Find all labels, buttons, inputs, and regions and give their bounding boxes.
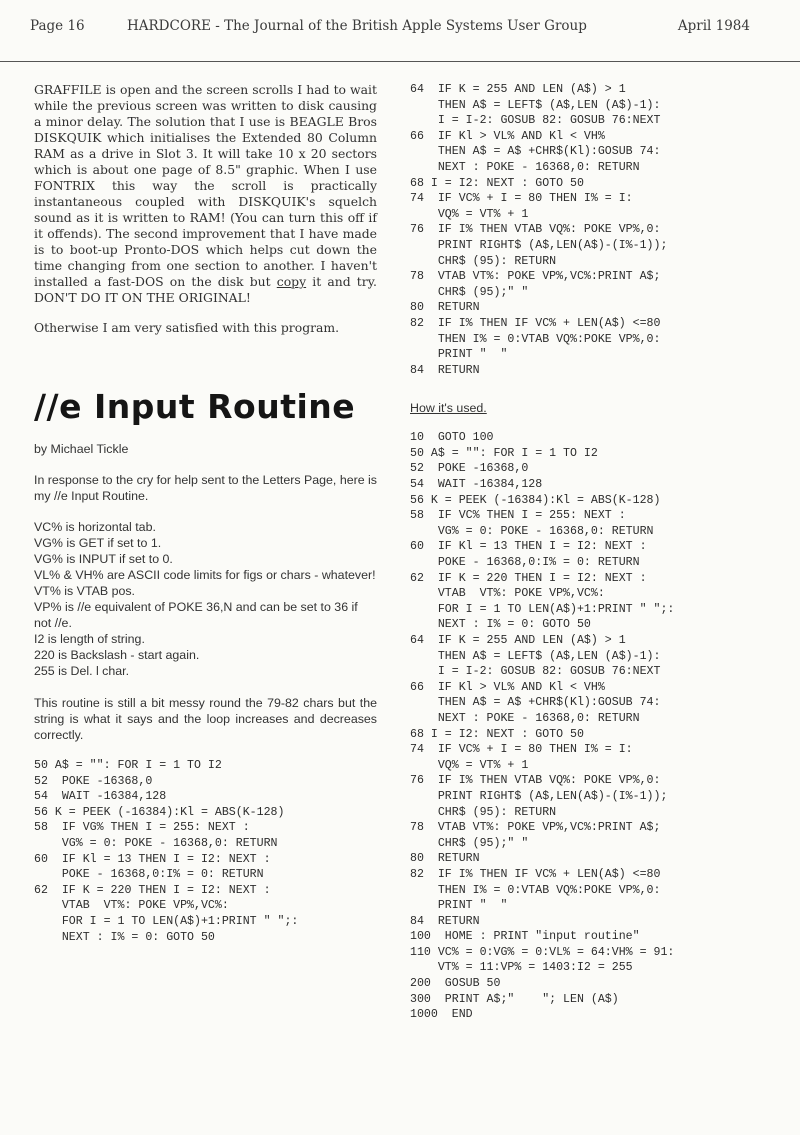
code-line: I = I-2: GOSUB 82: GOSUB 76:NEXT [410,665,661,679]
note-line: VG% is INPUT if set to 0. [34,552,173,566]
code-line: THEN A$ = A$ +CHR$(Kl):GOSUB 74: [410,145,661,159]
note-line: VL% & VH% are ASCII code limits for figs or chars - whatever! [34,568,376,582]
code-line: 52 POKE -16368,0 [410,462,529,476]
code-line: 84 RETURN [410,363,480,377]
code-line: PRINT " " [410,348,508,362]
code-line: 60 IF Kl = 13 THEN I = I2: NEXT : [410,540,647,554]
page-header [30,18,760,42]
code-line: CHR$ (95);" " [410,285,529,299]
code-line: 62 IF K = 220 THEN I = I2: NEXT : [34,883,271,897]
code-line: 300 PRINT A$;" "; LEN (A$) [410,992,619,1006]
code-line: 110 VC% = 0:VG% = 0:VL% = 64:VH% = 91: [410,945,675,959]
code-line: 76 IF I% THEN VTAB VQ%: POKE VP%,0: [410,774,661,788]
code-line: CHR$ (95): RETURN [410,254,557,268]
code-line: 74 IF VC% + I = 80 THEN I% = I: [410,192,633,206]
code-line: 82 IF I% THEN IF VC% + LEN(A$) <=80 [410,867,661,881]
code-line: 76 IF I% THEN VTAB VQ%: POKE VP%,0: [410,223,661,237]
intro-paragraph [34,472,377,504]
code-line: 54 WAIT -16384,128 [34,790,167,804]
note-line: 220 is Backslash - start again. [34,648,200,662]
code-listing [410,430,795,1023]
code-line: CHR$ (95): RETURN [410,805,557,819]
code-line: 82 IF I% THEN IF VC% + LEN(A$) <=80 [410,316,661,330]
code-line: 54 WAIT -16384,128 [410,478,543,492]
code-line: NEXT : POKE - 16368,0: RETURN [410,160,640,174]
page-number: Page 16 [30,18,85,34]
code-line: 10 GOTO 100 [410,431,494,445]
paragraph: This routine is still a bit messy round the 79-82 chars but the string is what it says and the loop increases and decreases correctly. [34,696,377,742]
note-line: VC% is horizontal tab. [34,520,156,534]
article-title: //e Input Routine [34,387,356,426]
code-line: 66 IF Kl > VL% AND Kl < VH% [410,129,605,143]
code-line: POKE - 16368,0:I% = 0: RETURN [34,868,264,882]
paragraph-text: it and try. DON'T DO IT ON THE ORIGINAL! [34,274,377,305]
code-line: NEXT : POKE - 16368,0: RETURN [410,711,640,725]
code-line: CHR$ (95);" " [410,836,529,850]
code-line: THEN A$ = A$ +CHR$(Kl):GOSUB 74: [410,696,661,710]
code-line: VTAB VT%: POKE VP%,VC%: [34,899,229,913]
byline: by Michael Tickle [34,442,129,456]
note-line: I2 is length of string. [34,632,145,646]
issue-date: April 1984 [677,18,750,34]
code-line: I = I-2: GOSUB 82: GOSUB 76:NEXT [410,114,661,128]
code-line: 78 VTAB VT%: POKE VP%,VC%:PRINT A$; [410,270,661,284]
code-line: 66 IF Kl > VL% AND Kl < VH% [410,680,605,694]
right-column [410,82,795,1023]
paragraph [34,82,377,306]
code-line: 52 POKE -16368,0 [34,774,153,788]
code-line: 68 I = I2: NEXT : GOTO 50 [410,727,584,741]
code-line: 50 A$ = "": FOR I = 1 TO I2 [34,759,222,772]
note-line: VG% is GET if set to 1. [34,536,162,550]
code-line: 78 VTAB VT%: POKE VP%,VC%:PRINT A$; [410,821,661,835]
code-line: 80 RETURN [410,301,480,315]
code-line: 58 IF VG% THEN I = 255: NEXT : [34,821,250,835]
note-line: VP% is //e equivalent of POKE 36,N and can be set to 36 if not //e. [34,600,358,630]
code-line: VG% = 0: POKE - 16368,0: RETURN [410,524,654,538]
variable-notes [34,519,377,679]
underlined-word: copy [276,274,307,289]
code-line: NEXT : I% = 0: GOTO 50 [34,930,215,944]
code-line: VQ% = VT% + 1 [410,207,529,221]
code-line: 100 HOME : PRINT "input routine" [410,930,640,944]
note-line: 255 is Del. l char. [34,664,130,678]
code-line: 200 GOSUB 50 [410,977,501,991]
code-line: 58 IF VC% THEN I = 255: NEXT : [410,509,626,523]
code-line: VTAB VT%: POKE VP%,VC%: [410,587,605,601]
code-line: 84 RETURN [410,914,480,928]
article-continuation [34,82,377,336]
paragraph: Otherwise I am very satisfied with this program. [34,320,340,335]
header-rule [0,61,800,62]
code-line: 74 IF VC% + I = 80 THEN I% = I: [410,743,633,757]
code-line: 68 I = I2: NEXT : GOTO 50 [410,176,584,190]
code-listing [410,82,795,378]
code-line: 62 IF K = 220 THEN I = I2: NEXT : [410,571,647,585]
code-line: THEN A$ = LEFT$ (A$,LEN (A$)-1): [410,98,661,112]
code-line: 60 IF Kl = 13 THEN I = I2: NEXT : [34,852,271,866]
code-line: 50 A$ = "": FOR I = 1 TO I2 [410,446,598,460]
code-line: 56 K = PEEK (-16384):Kl = ABS(K-128) [34,805,285,819]
code-line: POKE - 16368,0:I% = 0: RETURN [410,556,640,570]
code-line: THEN A$ = LEFT$ (A$,LEN (A$)-1): [410,649,661,663]
code-line: VT% = 11:VP% = 1403:I2 = 255 [410,961,633,975]
code-line: 64 IF K = 255 AND LEN (A$) > 1 [410,634,626,647]
journal-title: HARDCORE - The Journal of the British Apple Systems User Group [127,18,587,34]
code-listing [34,758,377,945]
code-line: VQ% = VT% + 1 [410,758,529,772]
code-line: PRINT RIGHT$ (A$,LEN(A$)-(I%-1)); [410,238,668,252]
code-line: PRINT RIGHT$ (A$,LEN(A$)-(I%-1)); [410,789,668,803]
code-line: VG% = 0: POKE - 16368,0: RETURN [34,836,278,850]
paragraph: In response to the cry for help sent to the Letters Page, here is my //e Input Routine. [34,473,378,503]
left-column [34,82,377,945]
code-line: NEXT : I% = 0: GOTO 50 [410,618,591,632]
code-line: 80 RETURN [410,852,480,866]
code-line: FOR I = 1 TO LEN(A$)+1:PRINT " ";: [34,914,299,928]
code-line: 64 IF K = 255 AND LEN (A$) > 1 [410,83,626,96]
closing-paragraph [34,695,377,743]
code-line: FOR I = 1 TO LEN(A$)+1:PRINT " ";: [410,602,675,616]
note-line: VT% is VTAB pos. [34,584,135,598]
code-line: 1000 END [410,1008,473,1022]
code-line: THEN I% = 0:VTAB VQ%:POKE VP%,0: [410,332,661,346]
code-line: PRINT " " [410,899,508,913]
code-line: THEN I% = 0:VTAB VQ%:POKE VP%,0: [410,883,661,897]
paragraph-text: GRAFFILE is open and the screen scrolls I had to wait while the previous screen was written to disk causing a minor delay. The solution that I use is BEAGLE Bros DISKQUIK which initialises the Extended 80 Column RAM as a drive in Slot 3. It will take 10 x 20 sectors which is about one page of 8.5" graphic. When I use FONTRIX this way the scroll is practically instantaneous coupled with DISKQUIK's squelch sound as it is written to RAM! (You can turn this off if it offends). The second improvement that I have made is to boot-up Pronto-DOS which helps cut down the time changing from one section to another. I haven't installed a fast-DOS on the disk but [34,82,377,289]
code-line: 56 K = PEEK (-16384):Kl = ABS(K-128) [410,493,661,507]
section-label: How it's used. [410,401,487,416]
